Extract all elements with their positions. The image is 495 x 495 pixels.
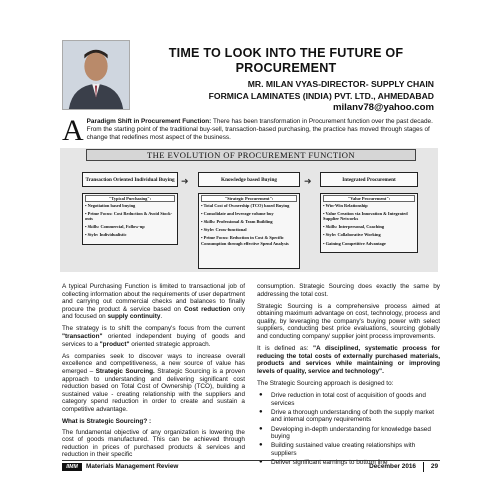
figure-col3-item: • Style: Collaborative Working xyxy=(323,232,381,238)
right-column xyxy=(257,283,440,468)
left-column xyxy=(62,283,245,463)
author-portrait-image xyxy=(63,41,129,109)
figure-col3-sub: "Value Procurement": xyxy=(323,195,415,202)
article-title-line1: TIME TO LOOK INTO THE FUTURE OF xyxy=(168,46,404,60)
list-item: ● Drive a thorough understanding of both the supply market and internal company requirements xyxy=(257,409,440,424)
footer-divider xyxy=(423,462,424,472)
author-company: FORMICA LAMINATES (INDIA) PVT. LTD., AHMEDABAD xyxy=(208,90,434,101)
figure-col2-sub: "Strategic Procurement": xyxy=(201,195,297,202)
right-paragraph: The Strategic Sourcing approach is designed to: xyxy=(257,380,394,388)
left-paragraph xyxy=(62,353,245,414)
right-paragraph: Strategic Sourcing is a comprehensive process aimed at obtaining maximum advantage on cost, technology, process and quality, by leveraging the company's buying power with select suppliers, conducting best price evaluations, sourcing globally and conducting company/ supplier joint process improvements. xyxy=(257,302,440,341)
figure-col2-item: • Skills: Professional & Team Building xyxy=(201,219,273,225)
page-number: 29 xyxy=(430,463,438,470)
page-footer xyxy=(62,460,440,474)
figure-col1-item: • Prime Focus: Cost Reduction & Avoid Stock-outs xyxy=(85,211,173,222)
bullet-list xyxy=(257,392,440,466)
figure-col2-item: • Prime Focus: Reduction in Cost & Specific Consumption through effective Spend Analysis xyxy=(201,235,289,246)
right-paragraph: consumption. Strategic Sourcing does exactly the same by addressing the total cost. xyxy=(257,283,440,298)
bold-text: "product" xyxy=(99,340,130,348)
author-block xyxy=(209,79,434,114)
article-title xyxy=(138,46,434,76)
figure-col2-head: Knowledge based Buying xyxy=(198,172,300,187)
magazine-name: Materials Management Review xyxy=(86,463,179,470)
text-run: As companies seek to discover ways to increase overall excellence and competitiveness, a new source of value has emerged – xyxy=(62,352,245,375)
author-photo xyxy=(62,40,130,110)
drop-cap: A xyxy=(62,114,84,147)
figure-col1-item: • Style: Individualistic xyxy=(85,232,127,238)
figure-col3-item: • Skills: Interpersonal, Coaching xyxy=(323,224,385,230)
figure-col1-sub: "Typical Purchasing": xyxy=(85,195,175,202)
figure-col3-box xyxy=(320,193,418,253)
figure-col2-item: • Total Cost of Ownership (TCO) based Buying xyxy=(201,203,290,209)
text-run: It is defined as: xyxy=(257,345,314,353)
left-paragraph: The fundamental objective of any organization is lowering the cost of goods manufactured. This can be achieved through reduction in prices of purchased products & services and reduction in their specific xyxy=(62,428,245,459)
figure-col2-box xyxy=(198,193,300,269)
text-run: only and focused on xyxy=(62,305,246,321)
issue-date: December 2016 xyxy=(369,463,416,470)
figure-col3-head: Integrated Procurement xyxy=(320,172,418,187)
list-item: ● Building sustained value creating relationships with suppliers xyxy=(257,442,440,457)
list-item: ● Drive reduction in total cost of acquisition of goods and services xyxy=(257,392,440,407)
bold-text: Cost reduction xyxy=(183,305,231,313)
intro-paragraph xyxy=(62,114,442,147)
figure-col1-item: • Skills: Commercial, Follow-up xyxy=(85,224,145,230)
article-title-line2: PROCUREMENT xyxy=(235,61,337,75)
bold-text: supply continuity xyxy=(107,313,161,321)
section-heading: What is Strategic Sourcing? : xyxy=(62,418,152,425)
text-run: The strategy is to shift the company's focus from the current xyxy=(62,325,245,333)
figure-col3-item: • Win-Win Relationship xyxy=(323,203,368,209)
iimm-logo: IIMM xyxy=(62,463,82,471)
author-email: milanv78@yahoo.com xyxy=(332,102,434,113)
list-item: ● Developing in-depth understanding for knowledge based buying xyxy=(257,426,440,441)
figure-col1-box xyxy=(82,193,178,245)
text-run: A typical Purchasing Function is limited to transactional job of collecting information about the requirements of user department and carrying out commercial checks and balances to finally procure the product & service based on xyxy=(62,283,245,313)
left-paragraph xyxy=(62,283,245,321)
bold-text: Strategic Sourcing. xyxy=(95,367,155,375)
intro-text: There has been transformation in Procurement function over the past decade. From the starting point of the traditional buy-sell, transaction-based purchasing, the practice has moved through stages of change that redefines most aspect of the business. xyxy=(86,118,433,142)
figure-col1-head: Transaction Oriented Individual Buying xyxy=(82,172,178,187)
text-run: oriented independent buying of goods and services to a xyxy=(62,333,245,348)
arrow-right-icon: ➜ xyxy=(181,176,189,186)
figure-col3-item: • Gaining Competitive Advantage xyxy=(323,240,386,246)
figure-col2-item: • Consolidate and leverage volume buy xyxy=(201,211,274,217)
author-name-title: MR. MILAN VYAS-DIRECTOR- SUPPLY CHAIN xyxy=(247,79,434,89)
text-run: Strategic Sourcing is a proven approach to understanding and delivering significant cost reduction based on Total Cost of Ownership (TCO), building a sustained value - creating relationship with the suppliers and category spend reduction in order to create and sustain a competitive advantage. xyxy=(62,367,246,413)
figure-col2-item: • Style: Cross-functional xyxy=(201,227,247,233)
arrow-right-icon: ➜ xyxy=(304,176,312,186)
bold-text: "A disciplined, systematic process for reducing the total costs of externally purchased materials, products and services while maintaining or improving levels of quality, service and technology". xyxy=(257,345,440,375)
text-run: . xyxy=(160,313,163,321)
bold-text: "transaction" xyxy=(62,333,103,341)
right-paragraph xyxy=(257,345,440,375)
list-item: ● Deliver significant earnings to bottom line xyxy=(257,459,440,467)
text-run: oriented strategic approach. xyxy=(129,340,211,348)
intro-lead: Paradigm Shift in Procurement Function: xyxy=(86,118,212,125)
figure-col1-item: • Negotiation based buying xyxy=(85,203,136,209)
left-paragraph xyxy=(62,325,245,348)
figure-col3-item: • Value Creation via Innovation & Integrated Supplier Networks xyxy=(323,211,408,222)
evolution-figure xyxy=(60,148,438,272)
figure-title: THE EVOLUTION OF PROCUREMENT FUNCTION xyxy=(86,149,416,161)
